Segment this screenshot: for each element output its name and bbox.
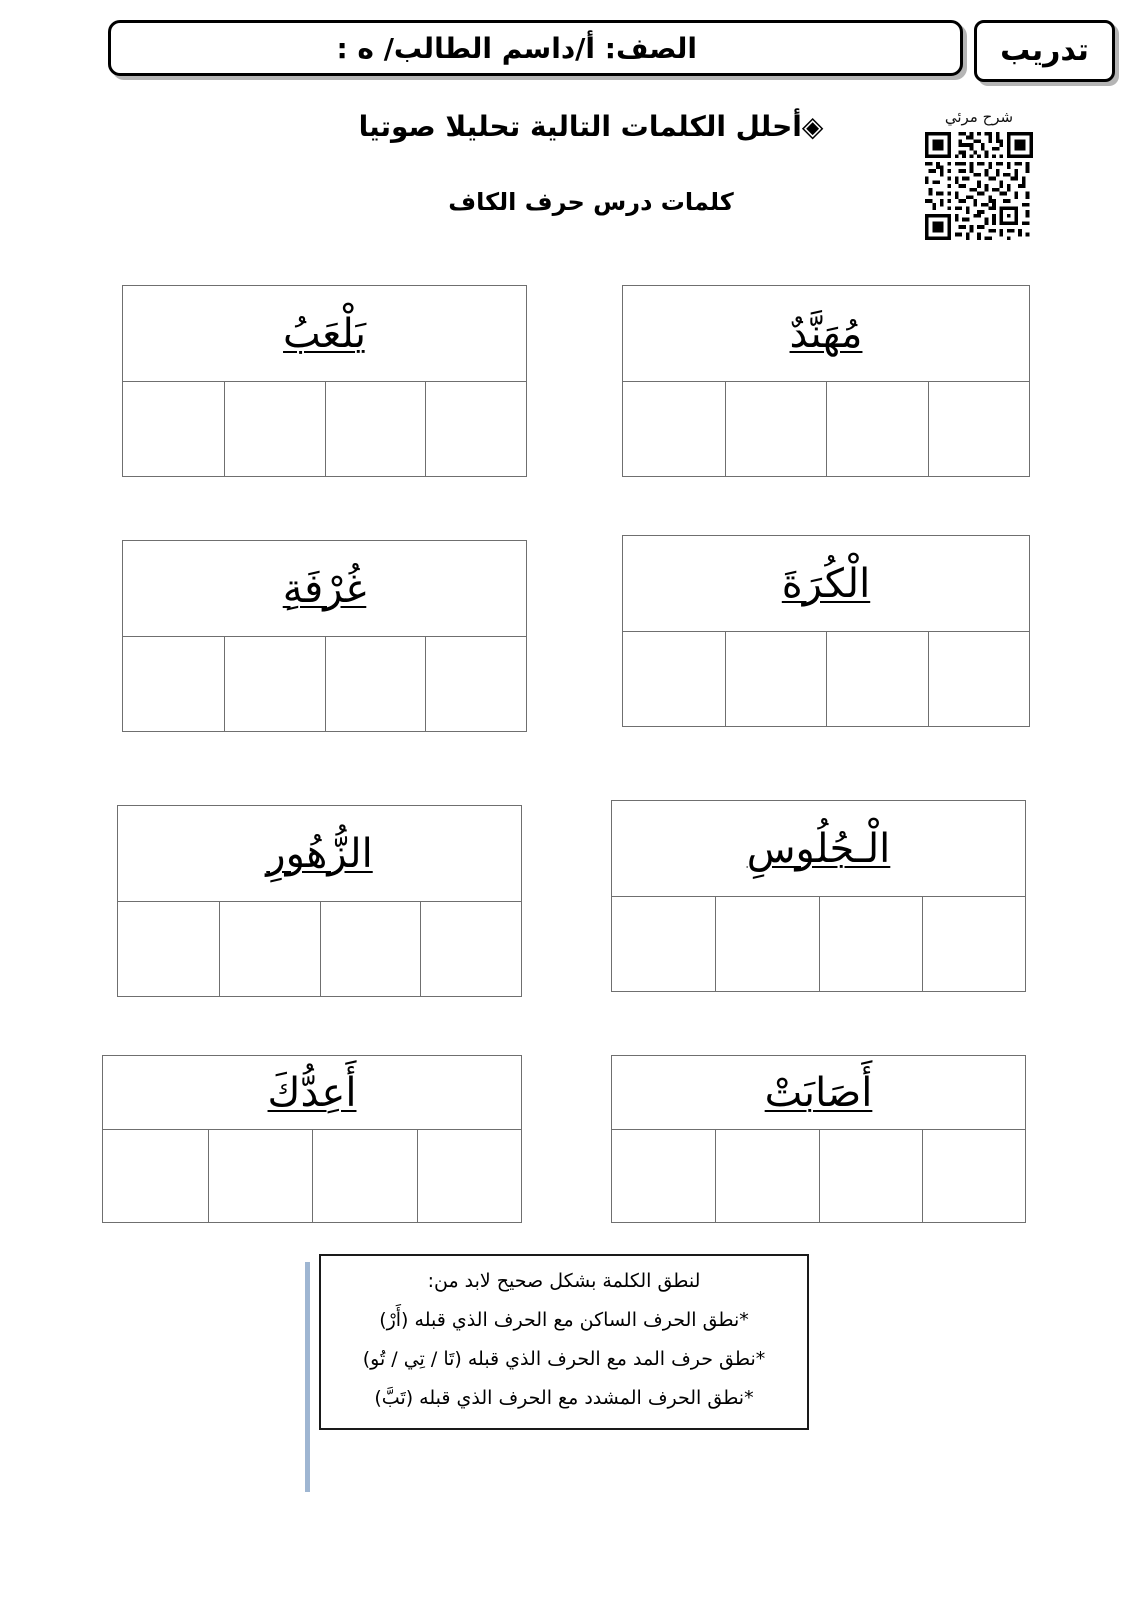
analysis-cell[interactable] <box>922 1130 1025 1222</box>
analysis-cell[interactable] <box>123 637 224 731</box>
page-subtitle: كلمات درس حرف الكاف <box>448 188 734 216</box>
note-heading: لنطق الكلمة بشكل صحيح لابد من: <box>427 1270 701 1292</box>
word-text: الْكُرَةَ <box>781 560 871 607</box>
word-text: الزُّهُورِ <box>266 830 373 877</box>
analysis-cell[interactable] <box>928 382 1030 476</box>
analysis-cells-row <box>118 902 521 996</box>
analysis-cell[interactable] <box>208 1130 313 1222</box>
note-rule: *نطق الحرف الساكن مع الحرف الذي قبله (أَرْ) <box>379 1309 749 1331</box>
word-display-area <box>623 286 1029 382</box>
analysis-cell[interactable] <box>623 382 725 476</box>
word-display-area <box>612 801 1025 897</box>
word-text: غُرْفَةِ <box>282 565 367 612</box>
analysis-cell[interactable] <box>325 637 426 731</box>
analysis-cell[interactable] <box>612 897 715 991</box>
word-card <box>102 1055 522 1223</box>
word-card <box>622 285 1030 477</box>
word-display-area <box>103 1056 521 1130</box>
word-text: الْـجُلُوسِ <box>746 825 891 872</box>
analysis-cells-row <box>123 637 526 731</box>
analysis-cell[interactable] <box>123 382 224 476</box>
analysis-cell[interactable] <box>826 632 928 726</box>
analysis-cells-row <box>623 632 1029 726</box>
word-card <box>611 1055 1026 1223</box>
analysis-cells-row <box>123 382 526 476</box>
student-name-label: اسم الطالب/ ه : <box>336 31 561 65</box>
page-title: ◈أحلل الكلمات التالية تحليلا صوتيا <box>358 110 824 143</box>
analysis-cells-row <box>103 1130 521 1222</box>
note-rule: *نطق حرف المد مع الحرف الذي قبله (تَا / تِي / تُو) <box>362 1348 766 1370</box>
pronunciation-note-wrapper <box>319 1254 809 1430</box>
analysis-cells-row <box>623 382 1029 476</box>
analysis-cell[interactable] <box>103 1130 208 1222</box>
analysis-cell[interactable] <box>325 382 426 476</box>
pronunciation-note-box <box>319 1254 809 1430</box>
analysis-cell[interactable] <box>725 382 827 476</box>
qr-code-icon[interactable] <box>925 132 1033 240</box>
analysis-cell[interactable] <box>219 902 320 996</box>
analysis-cells-row <box>612 897 1025 991</box>
analysis-cell[interactable] <box>715 1130 818 1222</box>
qr-block <box>909 108 1049 240</box>
word-card <box>122 285 527 477</box>
word-text: مُهَنَّدٌ <box>789 310 863 357</box>
word-display-area <box>123 541 526 637</box>
analysis-cell[interactable] <box>420 902 521 996</box>
analysis-cell[interactable] <box>928 632 1030 726</box>
analysis-cell[interactable] <box>224 382 325 476</box>
analysis-cell[interactable] <box>312 1130 417 1222</box>
word-card <box>117 805 522 997</box>
note-rule: *نطق الحرف المشدد مع الحرف الذي قبله (تَبَّ) <box>374 1387 754 1409</box>
word-card <box>122 540 527 732</box>
analysis-cell[interactable] <box>612 1130 715 1222</box>
word-display-area <box>118 806 521 902</box>
student-info-box <box>108 20 963 76</box>
analysis-cell[interactable] <box>922 897 1025 991</box>
word-text: أَصَابَتْ <box>764 1069 873 1116</box>
word-cards-grid <box>0 280 1131 1230</box>
word-text: يَلْعَبُ <box>283 310 366 357</box>
analysis-cell[interactable] <box>819 897 922 991</box>
qr-caption: شرح مرئي <box>944 108 1014 126</box>
analysis-cell[interactable] <box>715 897 818 991</box>
note-accent-bar <box>305 1262 310 1492</box>
word-display-area <box>612 1056 1025 1130</box>
word-card <box>611 800 1026 992</box>
analysis-cell[interactable] <box>320 902 421 996</box>
grade-label: الصف: أ/د <box>560 31 697 65</box>
analysis-cell[interactable] <box>623 632 725 726</box>
analysis-cells-row <box>612 1130 1025 1222</box>
analysis-cell[interactable] <box>819 1130 922 1222</box>
word-display-area <box>123 286 526 382</box>
analysis-cell[interactable] <box>417 1130 522 1222</box>
analysis-cell[interactable] <box>425 637 526 731</box>
practice-badge <box>974 20 1115 82</box>
analysis-cell[interactable] <box>224 637 325 731</box>
practice-badge-label: تدريب <box>1000 33 1089 68</box>
analysis-cell[interactable] <box>118 902 219 996</box>
analysis-cell[interactable] <box>826 382 928 476</box>
word-card <box>622 535 1030 727</box>
word-display-area <box>623 536 1029 632</box>
word-text: أَعِدُّكَ <box>267 1069 357 1116</box>
analysis-cell[interactable] <box>725 632 827 726</box>
page-header <box>0 14 1131 88</box>
analysis-cell[interactable] <box>425 382 526 476</box>
